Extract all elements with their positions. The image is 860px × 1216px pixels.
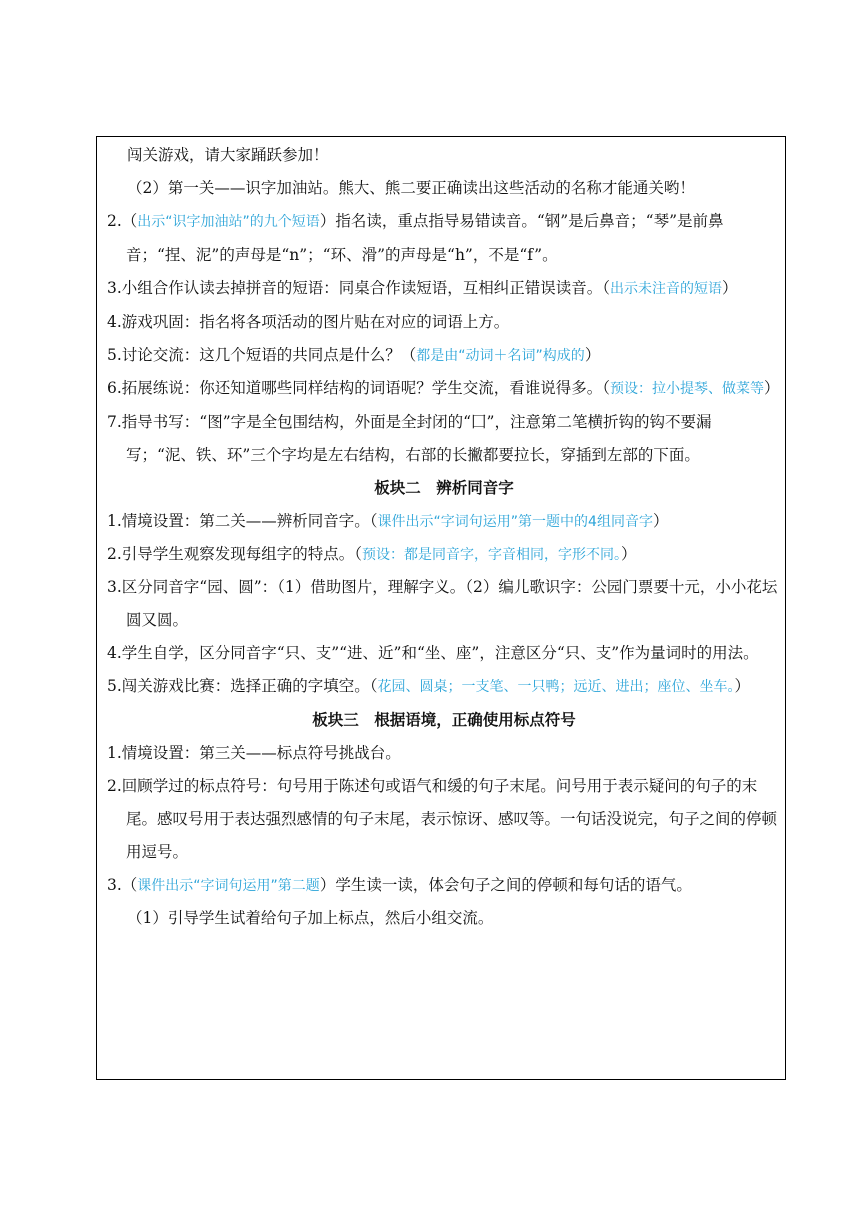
sub-step: （1）引导学生试着给句子加上标点，然后小组交流。 [127,909,494,927]
step-4: 4.游戏巩固：指名将各项活动的图片贴在对应的词语上方。 [107,313,510,331]
text: ） [652,512,669,530]
step-2 [107,538,781,571]
teacher-note: 出示“识字加油站”的九个短语 [137,214,320,230]
teacher-note: 出示未注音的短语 [610,281,723,297]
text: ） [584,346,601,364]
step-6 [107,372,781,406]
step-5 [107,339,781,372]
step-1: 1.情境设置：第三关——标点符号挑战台。 [107,744,401,762]
text: ）学生读一读，体会句子之间的停顿和每句话的语气。 [319,876,692,894]
teacher-note: 课件出示“字词句运用”第一题中的4组同音字 [377,514,653,530]
step-2 [107,205,781,272]
text: 2.（ [107,212,138,230]
text: ） [734,677,751,695]
text: 3.小组合作认读去掉拼音的短语：同桌合作读短语，互相纠正错误读音。（ [107,279,611,297]
lesson-content [107,139,781,935]
teacher-note: 预设：都是同音字，字音相同，字形不同。 [362,547,622,563]
step-4: 4.学生自学，区分同音字“只、支”“进、近”和“坐、座”，注意区分“只、支”作为量词时的用法。 [107,644,759,662]
step-7: 7.指导书写：“图”字是全包围结构，外面是全封闭的“囗”，注意第二笔横折钩的钩不要漏写；“泥、铁、环”三个字均是左右结构，右部的长撇都要拉长，穿插到左部的下面。 [107,413,712,464]
text: ） [722,279,738,297]
text: 3.（ [107,876,138,894]
text: 5.闯关游戏比赛：选择正确的字填空。（ [107,677,378,695]
text: 5.讨论交流：这几个短语的共同点是什么？（ [107,346,417,364]
lesson-plan-table-cell [96,136,786,1080]
text: ）指名读，重点指导易错读音。“钢”是后鼻音；“琴”是前鼻音；“捏、泥”的声母是“n”；“环、滑”的声母是“h”，不是“f”。 [126,212,724,264]
teacher-note: 课件出示“字词句运用”第二题 [137,878,320,894]
step-3 [107,272,781,306]
step-5 [107,670,781,704]
text: 2.引导学生观察发现每组字的特点。（ [107,545,363,563]
teacher-note: 都是由“动词＋名词”构成的 [416,348,585,364]
text: ） [621,545,637,563]
section-heading-3: 板块三 根据语境，正确使用标点符号 [312,711,576,729]
text: 6.拓展练说：你还知道哪些同样结构的词语呢？学生交流，看谁说得多。（ [107,379,611,397]
step-1 [107,505,781,538]
section-heading-2: 板块二 辨析同音字 [374,479,514,497]
text-line: 闯关游戏，请大家踊跃参加！ [127,146,329,164]
text: 1.情境设置：第二关——辨析同音字。（ [107,512,378,530]
teacher-note: 花园、圆桌；一支笔、一只鸭；远近、进出；座位、坐车。 [377,679,735,695]
text-line: （2）第一关——识字加油站。熊大、熊二要正确读出这些活动的名称才能通关哟！ [127,179,695,197]
text: ） [764,379,780,397]
step-2: 2.回顾学过的标点符号：句号用于陈述句或语气和缓的句子末尾。问号用于表示疑问的句子的末尾。感叹号用于表达强烈感情的句子末尾，表示惊讶、感叹等。一句话没说完，句子之间的停顿用逗号。 [107,777,778,861]
teacher-note: 预设：拉小提琴、做菜等 [610,381,765,397]
step-3: 3.区分同音字“园、圆”：（1）借助图片，理解字义。（2）编儿歌识字：公园门票要十元，小小花坛圆又圆。 [107,578,778,629]
step-3 [107,869,781,902]
